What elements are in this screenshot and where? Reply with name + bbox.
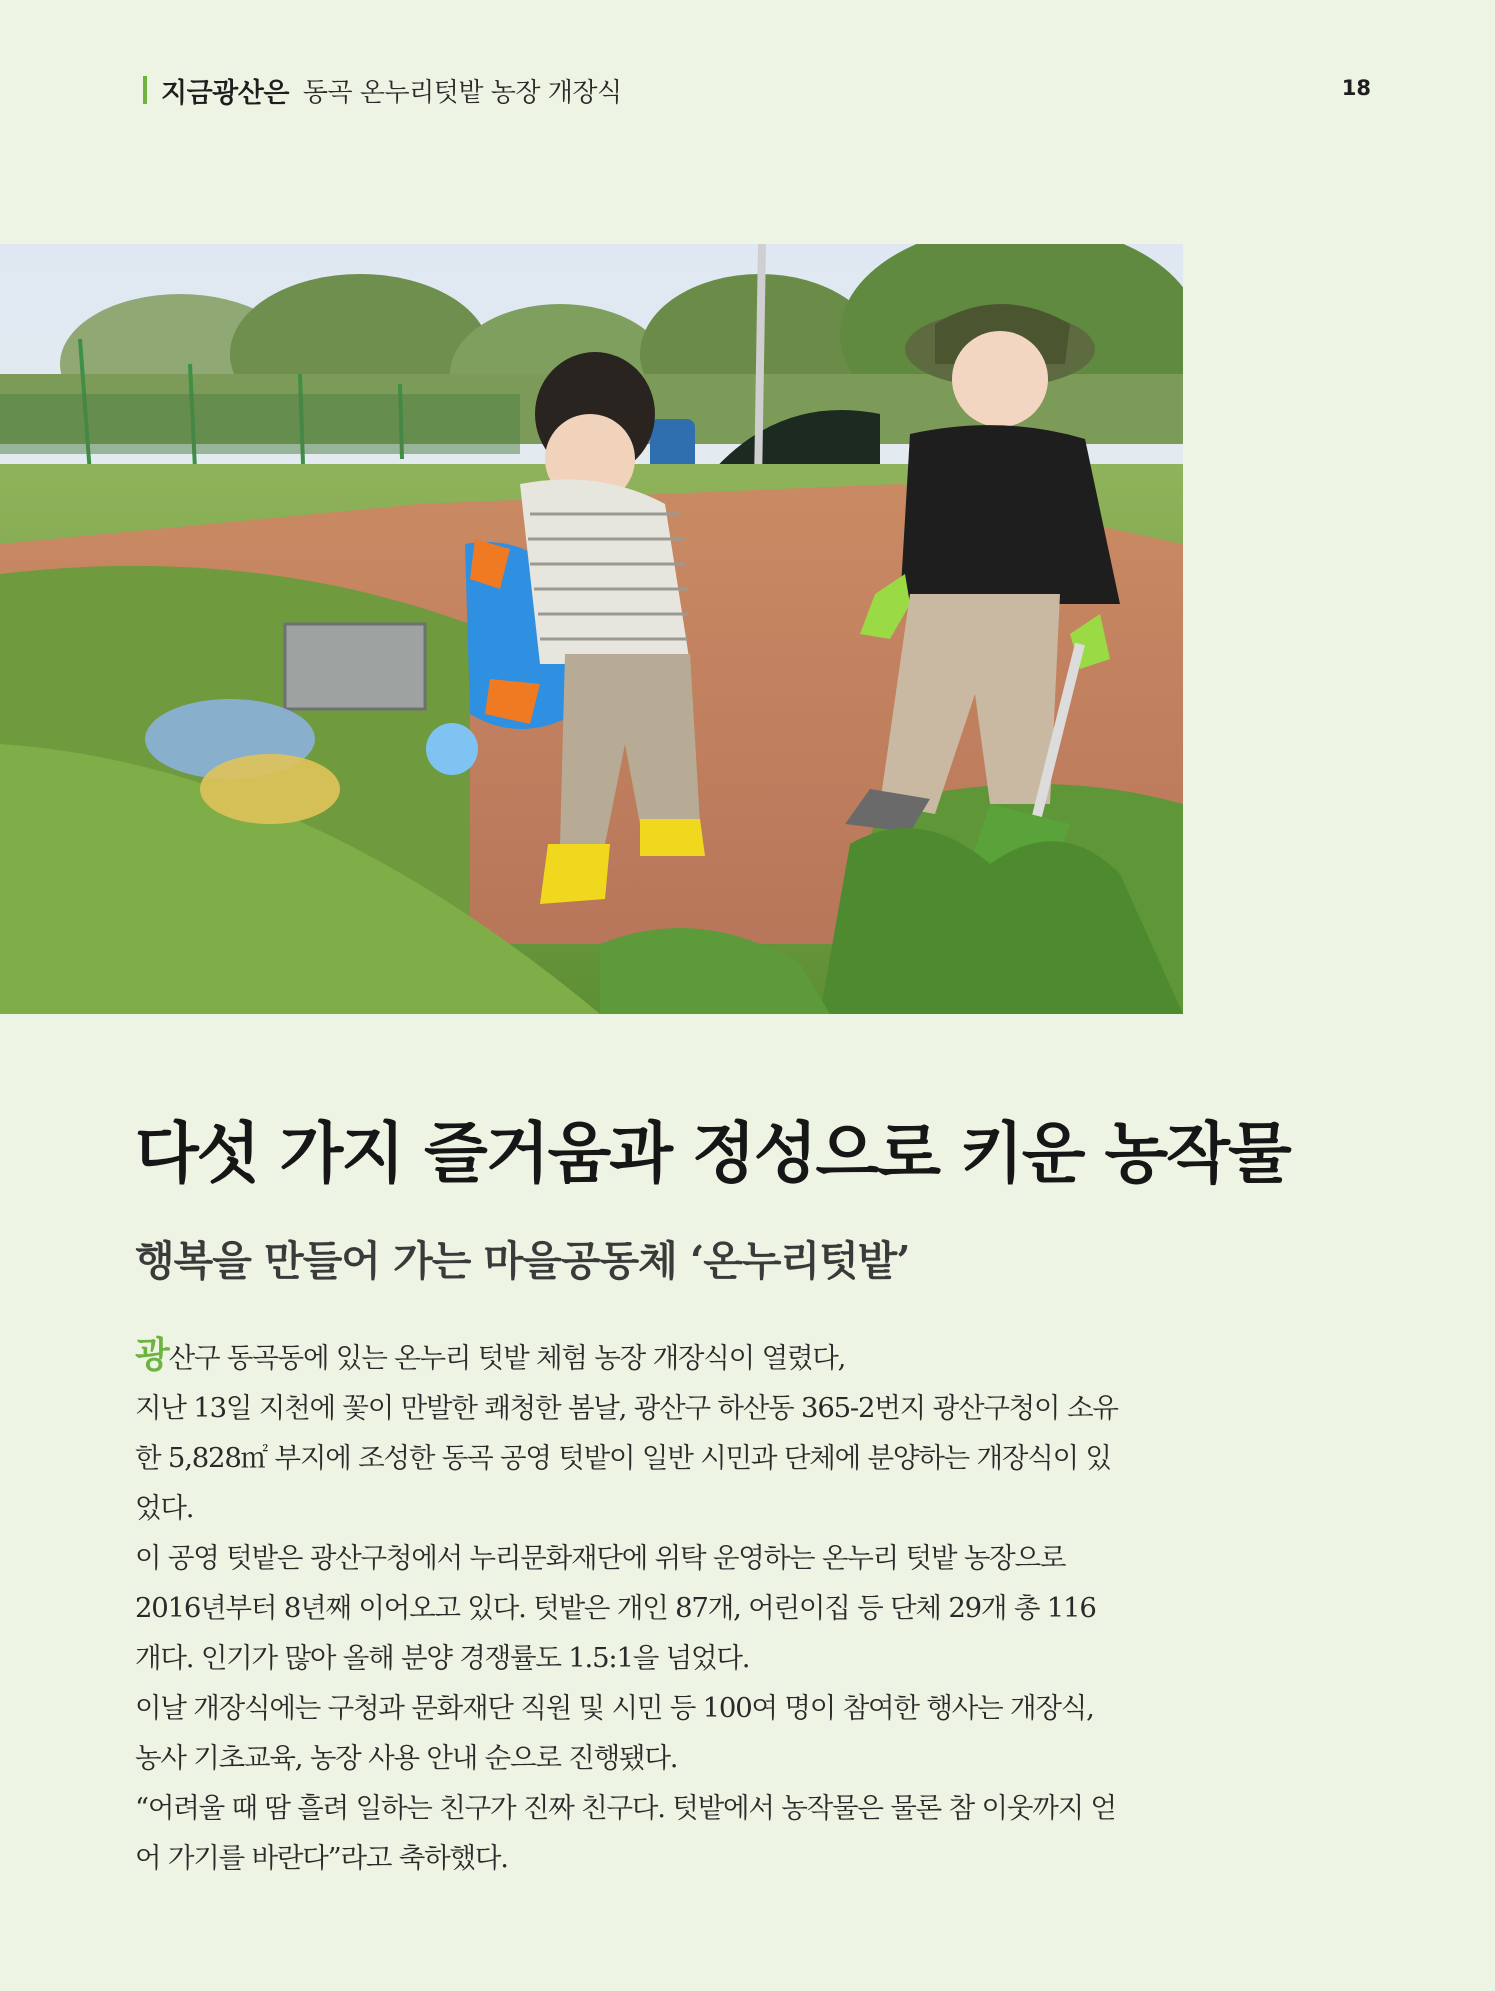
header-subtitle: 동곡 온누리텃밭 농장 개장식 (302, 77, 622, 108)
header-section-title: 지금광산은 (161, 77, 289, 109)
article-lead-paragraph (135, 1330, 1120, 1383)
dropcap: 광 (135, 1334, 169, 1376)
page-number: 18 (1341, 76, 1371, 100)
article-photo (0, 244, 1183, 1014)
article-paragraph: 지난 13일 지천에 꽃이 만발한 쾌청한 봄날, 광산구 하산동 365-2번지 광산구청이 소유한 5,828㎡ 부지에 조성한 동곡 공영 텃밭이 일반 시민과 단체에 분양하는 개장식이 있었다. (135, 1392, 1118, 1524)
lead-text: 산구 동곡동에 있는 온누리 텃밭 체험 농장 개장식이 열렸다, (168, 1342, 846, 1374)
article-subtitle: 행복을 만들어 가는 마을공동체 ‘온누리텃밭’ (135, 1237, 910, 1285)
header-accent-bar (143, 76, 147, 104)
article-body (135, 1330, 1120, 1883)
article-title: 다섯 가지 즐거움과 정성으로 키운 농작물 (135, 1115, 1290, 1192)
article-paragraph: 이 공영 텃밭은 광산구청에서 누리문화재단에 위탁 운영하는 온누리 텃밭 농장으로 2016년부터 8년째 이어오고 있다. 텃밭은 개인 87개, 어린이집 등 단체 29개 총 116개다. 인기가 많아 올해 분양 경쟁률도 1.5:1을 넘었다. (135, 1542, 1096, 1674)
article-paragraph: 이날 개장식에는 구청과 문화재단 직원 및 시민 등 100여 명이 참여한 행사는 개장식, 농사 기초교육, 농장 사용 안내 순으로 진행됐다. (135, 1692, 1094, 1774)
page-header (143, 70, 622, 110)
article-paragraph: “어려울 때 땀 흘려 일하는 친구가 진짜 친구다. 텃밭에서 농작물은 물론 참 이웃까지 얻어 가기를 바란다”라고 축하했다. (135, 1792, 1116, 1874)
